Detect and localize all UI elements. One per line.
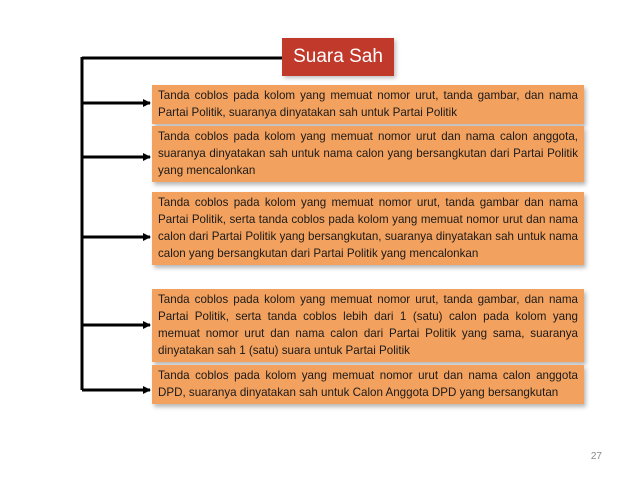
item-card-5: Tanda coblos pada kolom yang memuat nomor urut dan nama calon anggota DPD, suaranya dinyatakan sah untuk Calon Anggota DPD yang bersangkutan bbox=[152, 365, 584, 404]
item-card-4: Tanda coblos pada kolom yang memuat nomor urut, tanda gambar, dan nama Partai Politik, serta tanda coblos lebih dari 1 (satu) calon pada kolom yang memuat nomor urut dan nama calon dari Partai Politik yang sama, suaranya dinyatakan sah 1 (satu) suara untuk Partai Politik bbox=[152, 289, 584, 362]
page-number: 27 bbox=[590, 451, 602, 462]
title-box: Suara Sah bbox=[282, 38, 394, 76]
item-card-2: Tanda coblos pada kolom yang memuat nomor urut dan nama calon anggota, suaranya dinyatakan sah untuk nama calon yang bersangkutan dari Partai Politik yang mencalonkan bbox=[152, 126, 584, 182]
item-card-3: Tanda coblos pada kolom yang memuat nomor urut, tanda gambar dan nama Partai Politik, serta tanda coblos pada kolom yang memuat nomor urut dan nama calon dari Partai Politik yang bersangkutan, suaranya dinyatakan sah untuk nama calon yang bersangkutan dari Partai Politik yang mencalonkan bbox=[152, 192, 584, 265]
item-card-1: Tanda coblos pada kolom yang memuat nomor urut, tanda gambar, dan nama Partai Politik, suaranya dinyatakan sah untuk Partai Politik bbox=[152, 85, 584, 124]
